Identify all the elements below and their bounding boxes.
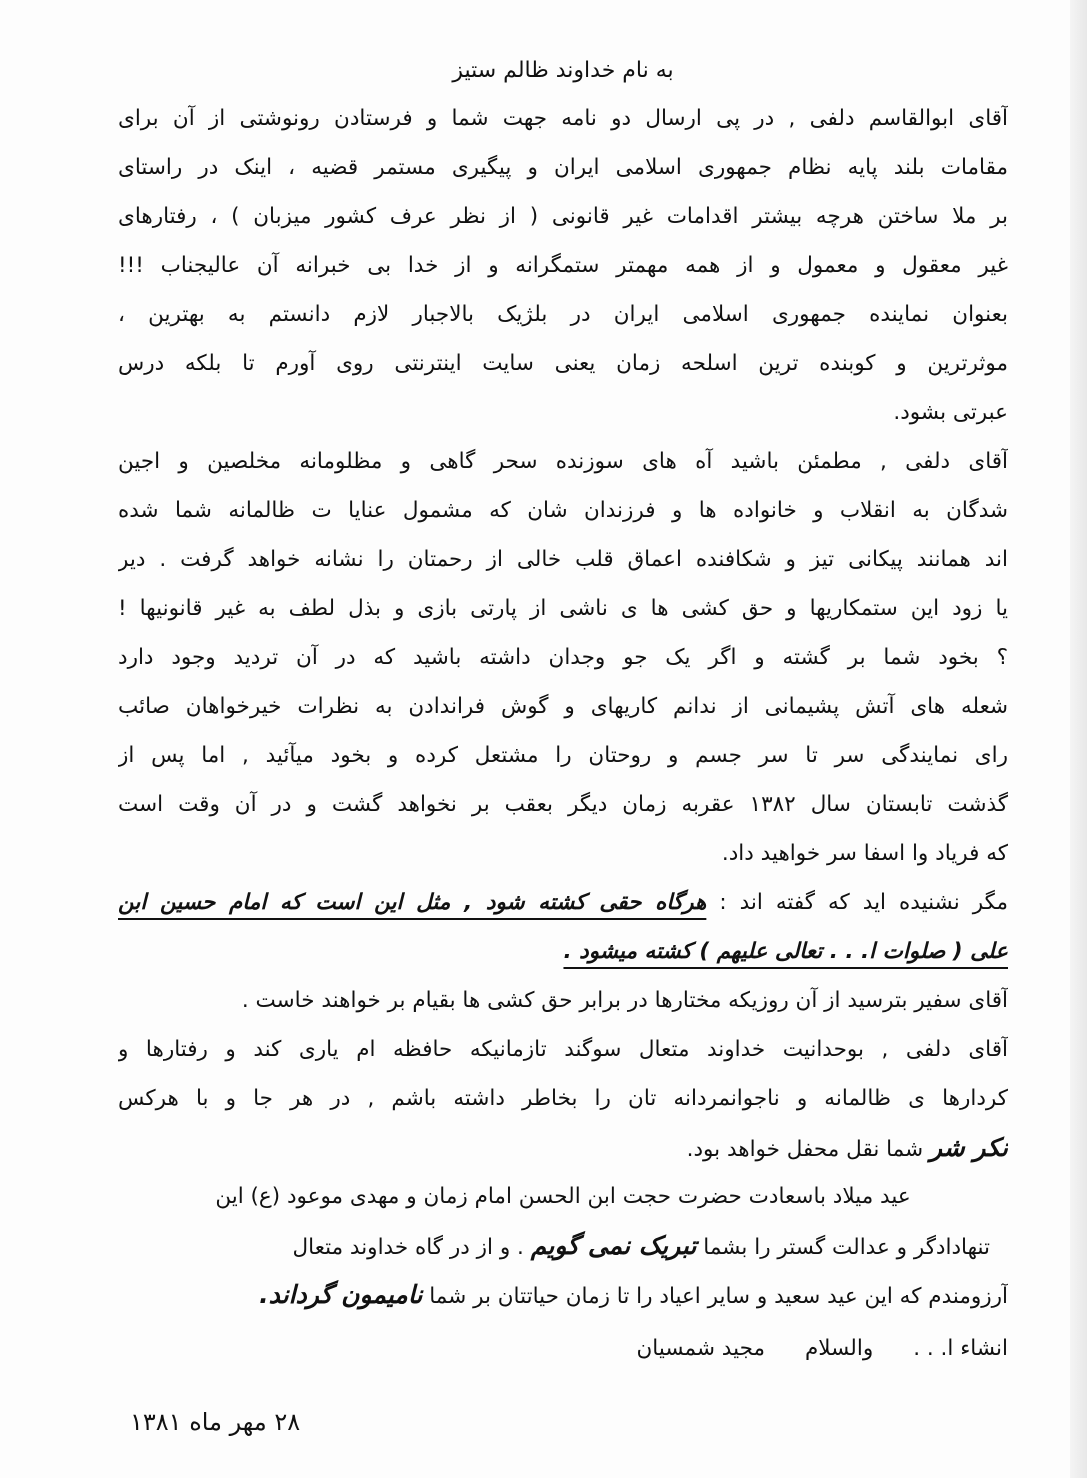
paragraph-5 xyxy=(118,1172,1008,1319)
text-line xyxy=(118,1221,1008,1270)
emphasis-text: نکر شر xyxy=(929,1133,1008,1162)
text-line: آقای دلفی , مطمئن باشید آه های سوزنده سحر گاهی و مظلومانه مخلصین و اجین xyxy=(118,449,1008,474)
text-fragment: آرزومندم که این عید سعید و سایر اعیاد را تا زمان حیاتتان بر شما xyxy=(429,1284,1008,1309)
text-line: یا زود این ستمکاریها و حق کشی ها ی ناشی از پارتی بازی و بذل لطف به غیر قانونیها ! xyxy=(118,596,1008,621)
emphasis-text: تبریک نمی گویم xyxy=(530,1231,697,1260)
quote-text: هرگاه حقی کشته شود , مثل این است که امام حسین ابن xyxy=(118,890,707,915)
quote-line xyxy=(118,927,1008,976)
text-fragment: شما نقل محفل خواهد بود. xyxy=(686,1137,924,1162)
text-line xyxy=(118,1123,1008,1172)
quote-intro: مگر نشنیده اید که گفته اند : xyxy=(719,890,1008,915)
text-line: موثرترین و کوبنده ترین اسلحه زمان یعنی سایت اینترنتی روی آورم تا بلکه درس xyxy=(118,351,1008,376)
text-line: رای نمایندگی سر تا سر جسم و روحتان را مشتعل کرده و بخود میآئید , اما پس از xyxy=(118,743,1008,768)
quote-text: علی ( صلوات ا. . . تعالی علیهم ) کشته میشود . xyxy=(563,939,1008,964)
closing-phrase: انشاء ا. . . xyxy=(913,1336,1008,1361)
signer-name: مجید شمسیان xyxy=(636,1336,765,1361)
letter-date: ۲۸ مهر ماه ۱۳۸۱ xyxy=(130,1408,301,1436)
letter-heading: به نام خداوند ظالم ستیز xyxy=(452,58,674,83)
paragraph-1 xyxy=(118,94,1008,437)
text-line: بر ملا ساختن هرچه بیشتر اقدامات غیر قانونی ( از نظر عرف کشور میزبان ) ، رفتارهای xyxy=(118,204,1008,229)
text-line: شدگان به انقلاب و خانواده ها و فرزندان شان که مشمول عنایا ت ظالمانه شما شده xyxy=(118,498,1008,523)
text-line: آقای سفیر بترسید از آن روزیکه مختارها در برابر حق کشی ها بقیام بر خواهند خاست . xyxy=(241,988,1008,1013)
quote-line xyxy=(118,878,1008,927)
emphasis-text: نامیمون گرداند. xyxy=(259,1280,423,1309)
text-line: شعله های آتش پشیمانی از ندانم کاریهای و گوش فراندادن به نظرات خیرخواهان صائب xyxy=(118,694,1008,719)
text-line: آقای دلفی , بوحدانیت خداوند متعال سوگند تازمانیکه حافظه ام یاری کند و رفتارها و xyxy=(118,1037,1008,1062)
signature-row xyxy=(118,1323,1008,1375)
text-line: ؟ بخود شما بر گشته و اگر یک جو وجدان داشته باشید که در آن تردید وجود دارد xyxy=(118,645,1008,670)
text-line: غیر معقول و معمول و از همه مهمتر ستمگرانه و از خدا بی خبرانه آن عالیجناب !!! xyxy=(118,253,1008,278)
text-line: آقای ابوالقاسم دلفی , در پی ارسال دو نامه جهت شما و فرستادن رونوشتی از آن برای xyxy=(118,106,1008,131)
text-line xyxy=(118,1270,1008,1319)
paragraph-3 xyxy=(118,976,1008,1025)
text-line: گذشت تابستان سال ۱۳۸۲ عقربه زمان دیگر بعقب بر نخواهد گشت و در آن وقت است xyxy=(118,792,1008,817)
text-line: که فریاد وا اسفا سر خواهید داد. xyxy=(721,841,1008,866)
text-line: بعنوان نماینده جمهوری اسلامی ایران در بلژیک بالاجبار لازم دانستم به بهترین ، xyxy=(118,302,1008,327)
text-line: کردارها ی ظالمانه و ناجوانمردانه تان را بخاطر داشته باشم , در هر جا و با هرکس xyxy=(118,1086,1008,1111)
scan-edge xyxy=(1070,0,1087,1478)
quote-block xyxy=(118,878,1008,976)
paragraph-4 xyxy=(118,1025,1008,1172)
text-fragment: تنهادادگر و عدالت گستر را بشما xyxy=(703,1235,990,1260)
text-line: مقامات بلند پایه نظام جمهوری اسلامی ایران و پیگیری مستمر قضیه ، اینک در راستای xyxy=(118,155,1008,180)
text-line: عید میلاد باسعادت حضرت حجت ابن الحسن امام زمان و مهدی موعود (ع) این xyxy=(215,1184,911,1209)
letter-body xyxy=(118,48,1008,1375)
text-line: اند همانند پیکانی تیز و شکافنده اعماق قلب خالی از رحمتان را نشانه خواهد گرفت . دیر xyxy=(118,547,1008,572)
text-fragment: . و از در گاه خداوند متعال xyxy=(292,1235,524,1260)
text-line: عبرتی بشود. xyxy=(893,400,1008,425)
salutation: والسلام xyxy=(804,1336,874,1361)
paragraph-2 xyxy=(118,437,1008,878)
